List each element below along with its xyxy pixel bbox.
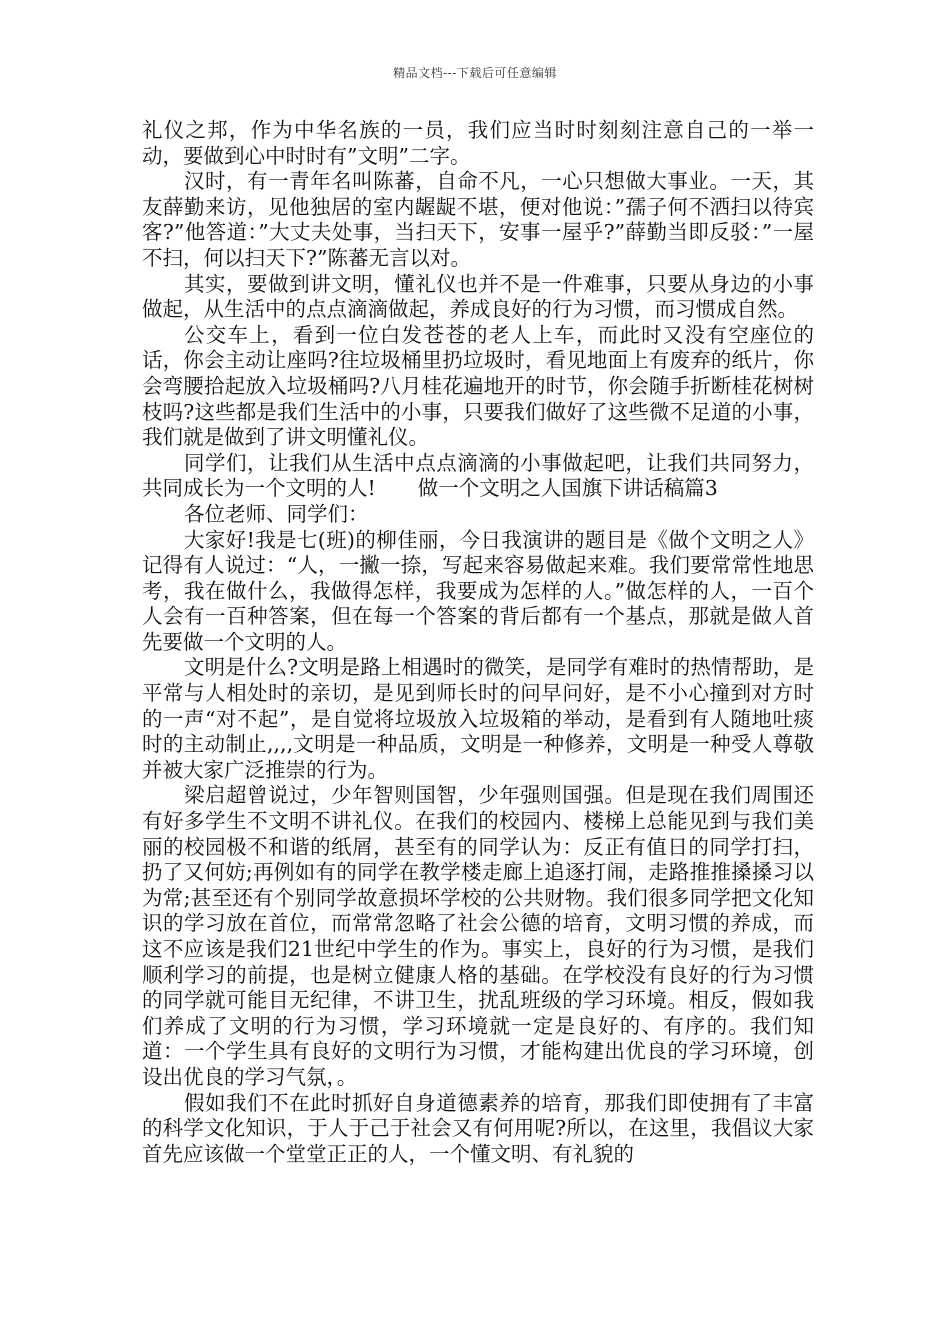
paragraph-introduction: 大家好!我是七(班)的柳佳丽，今日我演讲的题目是《做个文明之人》 记得有人说过：“人，一撇一捺，写起来容易做起来难。我们要常常性地思考，我在做什么，我做得怎样，我要成为怎样的人。”做怎样的人，一百个人会有一百种答案，但在每一个答案的背后都有一个基点，那就是做人首先要做一个文明的人。 — [142, 527, 814, 654]
paragraph-chen-fan: 汉时，有一青年名叫陈蕃，自命不凡，一心只想做大事业。一天，其友薛勤来访，见他独居的室内龌龊不堪，便对他说：”孺子何不洒扫以待宾客?”他答道：”大丈夫处事，当扫天下，安事一屋乎?”薛勤当即反驳：”一屋不扫，何以扫天下?”陈蕃无言以对。 — [142, 169, 814, 270]
paragraph-bus-example: 公交车上，看到一位白发苍苍的老人上车，而此时又没有空座位的话，你会主动让座吗?往垃圾桶里扔垃圾时，看见地面上有废弃的纸片，你会弯腰拾起放入垃圾桶吗?八月桂花遍地开的时节，你会随手折断桂花树树枝吗?这些都是我们生活中的小事，只要我们做好了这些微不足道的小事，我们就是做到了讲文明懂礼仪。 — [142, 322, 814, 450]
paragraph-proposal: 假如我们不在此时抓好自身道德素养的培育，那我们即使拥有了丰富的科学文化知识，于人于己于社会又有何用呢?所以，在这里，我倡议大家首先应该做一个堂堂正正的人，一个懂文明、有礼貌的 — [142, 1090, 814, 1166]
next-speech-title: 做一个文明之人国旗下讲话稿篇3 — [417, 476, 718, 501]
closing-text: 同学们，让我们从生活中点点滴滴的小事做起吧，让我们共同努力，共同成长为一个文明的人! — [142, 450, 814, 501]
salutation: 各位老师、同学们： — [184, 501, 369, 526]
document-body — [142, 118, 814, 1167]
paragraph-liang-qichao: 梁启超曾说过，少年智则国智，少年强则国强。但是现在我们周围还有好多学生不文明不讲礼仪。在我们的校园内、楼梯上总能见到与我们美丽的校园极不和谐的纸屑，甚至有的同学认为：反正有值日的同学打扫，扔了又何妨;再例如有的同学在教学楼走廊上追逐打闹，走路推推搡搡习以为常;甚至还有个别同学故意损坏学校的公共财物。我们很多同学把文化知识的学习放在首位，而常常忽略了社会公德的培育，文明习惯的养成，而这不应该是我们21世纪中学生的作为。事实上，良好的行为习惯，是我们顺利学习的前提，也是树立健康人格的基础。在学校没有良好的行为习惯的同学就可能目无纪律，不讲卫生，扰乱班级的学习环境。相反，假如我们养成了文明的行为习惯，学习环境就一定是良好的、有序的。我们知道：一个学生具有良好的文明行为习惯，才能构建出优良的学习环境，创设出优良的学习气氛，。 — [142, 783, 814, 1089]
paragraph-small-things: 其实，要做到讲文明，懂礼仪也并不是一件难事，只要从身边的小事做起，从生活中的点点滴滴做起，养成良好的行为习惯，而习惯成自然。 — [142, 271, 814, 322]
paragraph-closing — [142, 451, 814, 502]
page-header: 精品文档---下载后可任意编辑 — [393, 66, 557, 80]
continuation-paragraph: 礼仪之邦，作为中华名族的一员，我们应当时时刻刻注意自己的一举一动，要做到心中时时有”文明”二字。 — [142, 118, 814, 168]
paragraph-what-is-civility: 文明是什么?文明是路上相遇时的微笑，是同学有难时的热情帮助，是平常与人相处时的亲切，是见到师长时的问早问好，是不小心撞到对方时的一声“对不起”，是自觉将垃圾放入垃圾箱的举动，是看到有人随地吐痰时的主动制止,,,,文明是一种品质，文明是一种修养，文明是一种受人尊敬并被大家广泛推崇的行为。 — [142, 655, 814, 782]
